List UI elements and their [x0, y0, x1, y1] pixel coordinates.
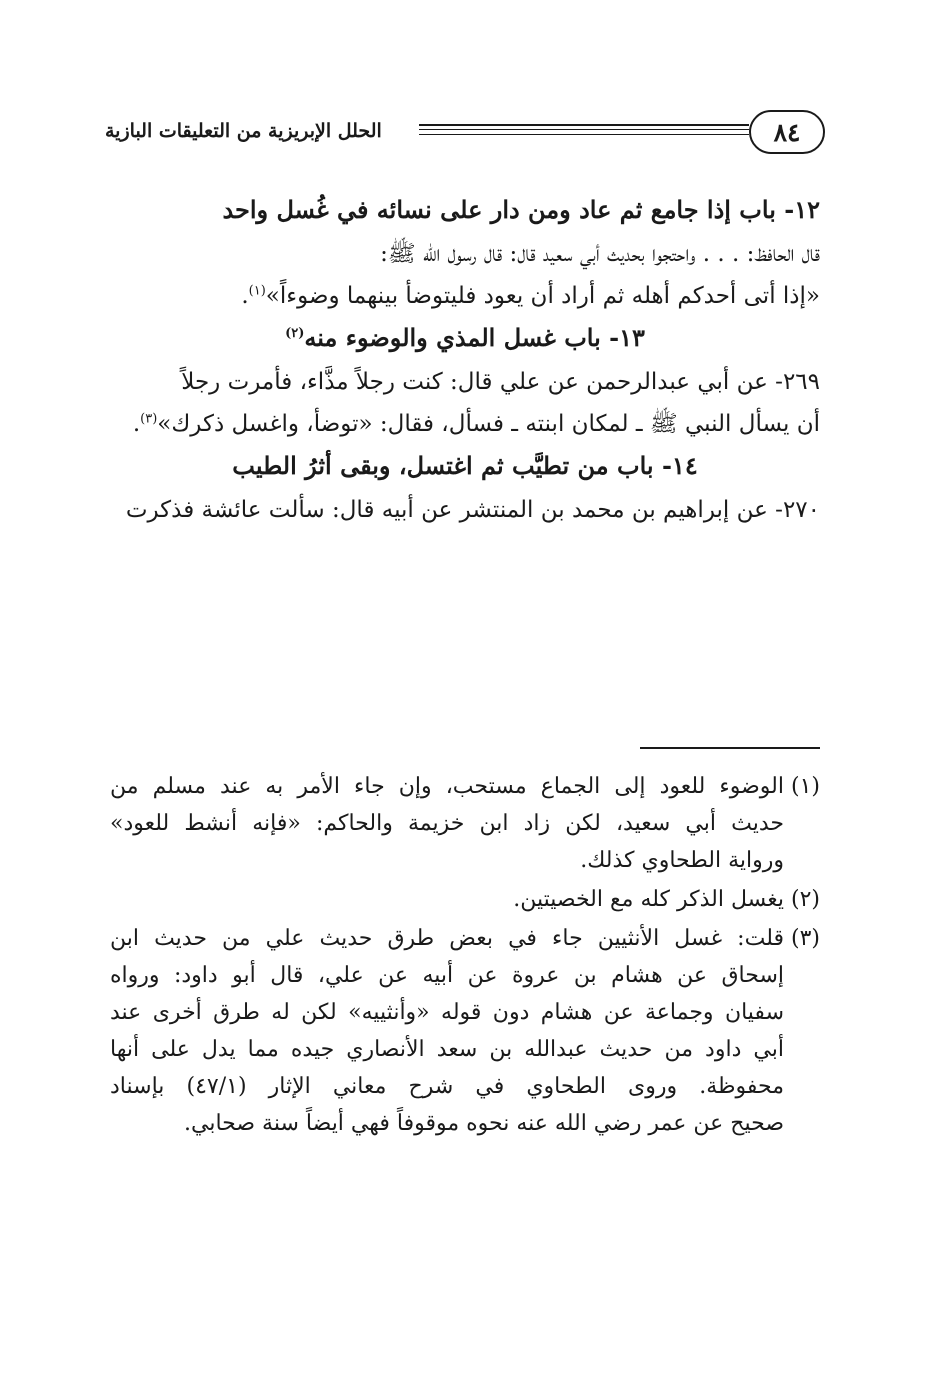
footnote-number: (١) [790, 774, 820, 799]
footnote-ref-3: (٣) [140, 411, 158, 427]
footnote-1 [110, 768, 820, 879]
main-text [110, 188, 820, 534]
hadith-quote: «إذا أتى أحدكم أهله ثم أراد أن يعود فليتوضأ بينهما وضوءاً» [265, 283, 820, 309]
footnote-body [110, 768, 784, 879]
chapter-heading-12: ١٢- باب إذا جامع ثم عاد ومن دار على نسائه في غُسل واحد [222, 195, 820, 224]
footnote-2 [110, 881, 820, 918]
footnote-line: صحيح عن عمر رضي الله عنه نحوه موقوفاً فهي أيضاً سنة صحابي. [184, 1111, 784, 1136]
hadith-text: أن يسأل النبي ﷺ ـ لمكان ابنته ـ فسأل، فقال: «توضأ، واغسل ذكرك» [157, 411, 820, 437]
footnote-3 [110, 920, 820, 1142]
header-rule [419, 124, 749, 126]
hadith-270-line-1: ٢٧٠- عن إبراهيم بن محمد بن المنتشر عن أبيه قال: سألت عائشة فذكرت [125, 497, 820, 523]
chapter-12-line-1: قال الحافظ: . . . واحتجوا بحديث أبي سعيد قال: قال رسول الله ﷺ: [380, 241, 820, 267]
footnote-line: أبي داود من حديث عبدالله بن سعد الأنصاري جيده مما يدل على أنها [110, 1037, 784, 1062]
footnotes [110, 768, 820, 1144]
footnote-number: (٢) [790, 887, 820, 912]
footnote-body [110, 881, 784, 918]
hadith-269-line-1: ٢٦٩- عن أبي عبدالرحمن عن علي قال: كنت رجلاً مذَّاء، فأمرت رجلاً [181, 369, 820, 395]
chapter-12-line-2 [110, 278, 820, 314]
header-rule [419, 129, 749, 130]
footnote-line: يغسل الذكر كله مع الخصيتين. [513, 887, 784, 912]
sentence-end: . [132, 411, 141, 437]
footnote-ref-2: (٢) [285, 326, 305, 341]
header-rule [419, 134, 749, 135]
footnote-line: قلت: غسل الأنثيين جاء في بعض طرق حديث علي من حديث ابن [110, 926, 784, 951]
running-title: الحلل الإبريزية من التعليقات البازية [105, 120, 382, 142]
footnote-line: إسحاق عن هشام بن عروة عن أبيه عن علي، قال أبو داود: ورواه [110, 963, 784, 988]
hadith-269-line-2 [110, 406, 820, 442]
footnote-line: سفيان وجماعة عن هشام دون قوله «وأنثييه» لكن له طرق أخرى عند [110, 1000, 784, 1025]
chapter-heading-13 [110, 320, 820, 356]
footnote-separator [640, 747, 820, 749]
footnote-line: حديث أبي سعيد، لكن زاد ابن خزيمة والحاكم: «فإنه أنشط للعود» [110, 811, 784, 836]
footnote-body [110, 920, 784, 1142]
chapter-heading-14: ١٤- باب من تطيَّب ثم اغتسل، وبقى أثرُ الطيب [232, 451, 698, 480]
footnote-number: (٣) [790, 926, 820, 951]
page-header [105, 110, 825, 158]
page-number: ٨٤ [749, 110, 825, 154]
footnote-line: الوضوء للعود إلى الجماع مستحب، وإن جاء الأمر به عند مسلم من [110, 774, 784, 799]
heading-text: ١٣- باب غسل المذي والوضوء منه [304, 323, 645, 352]
footnote-line: ورواية الطحاوي كذلك. [580, 848, 784, 873]
footnote-line: محفوظة. وروى الطحاوي في شرح معاني الإثار (٤٧/١) بإسناد [110, 1074, 784, 1099]
sentence-end: . [241, 283, 249, 309]
footnote-ref-1: (١) [248, 283, 266, 299]
